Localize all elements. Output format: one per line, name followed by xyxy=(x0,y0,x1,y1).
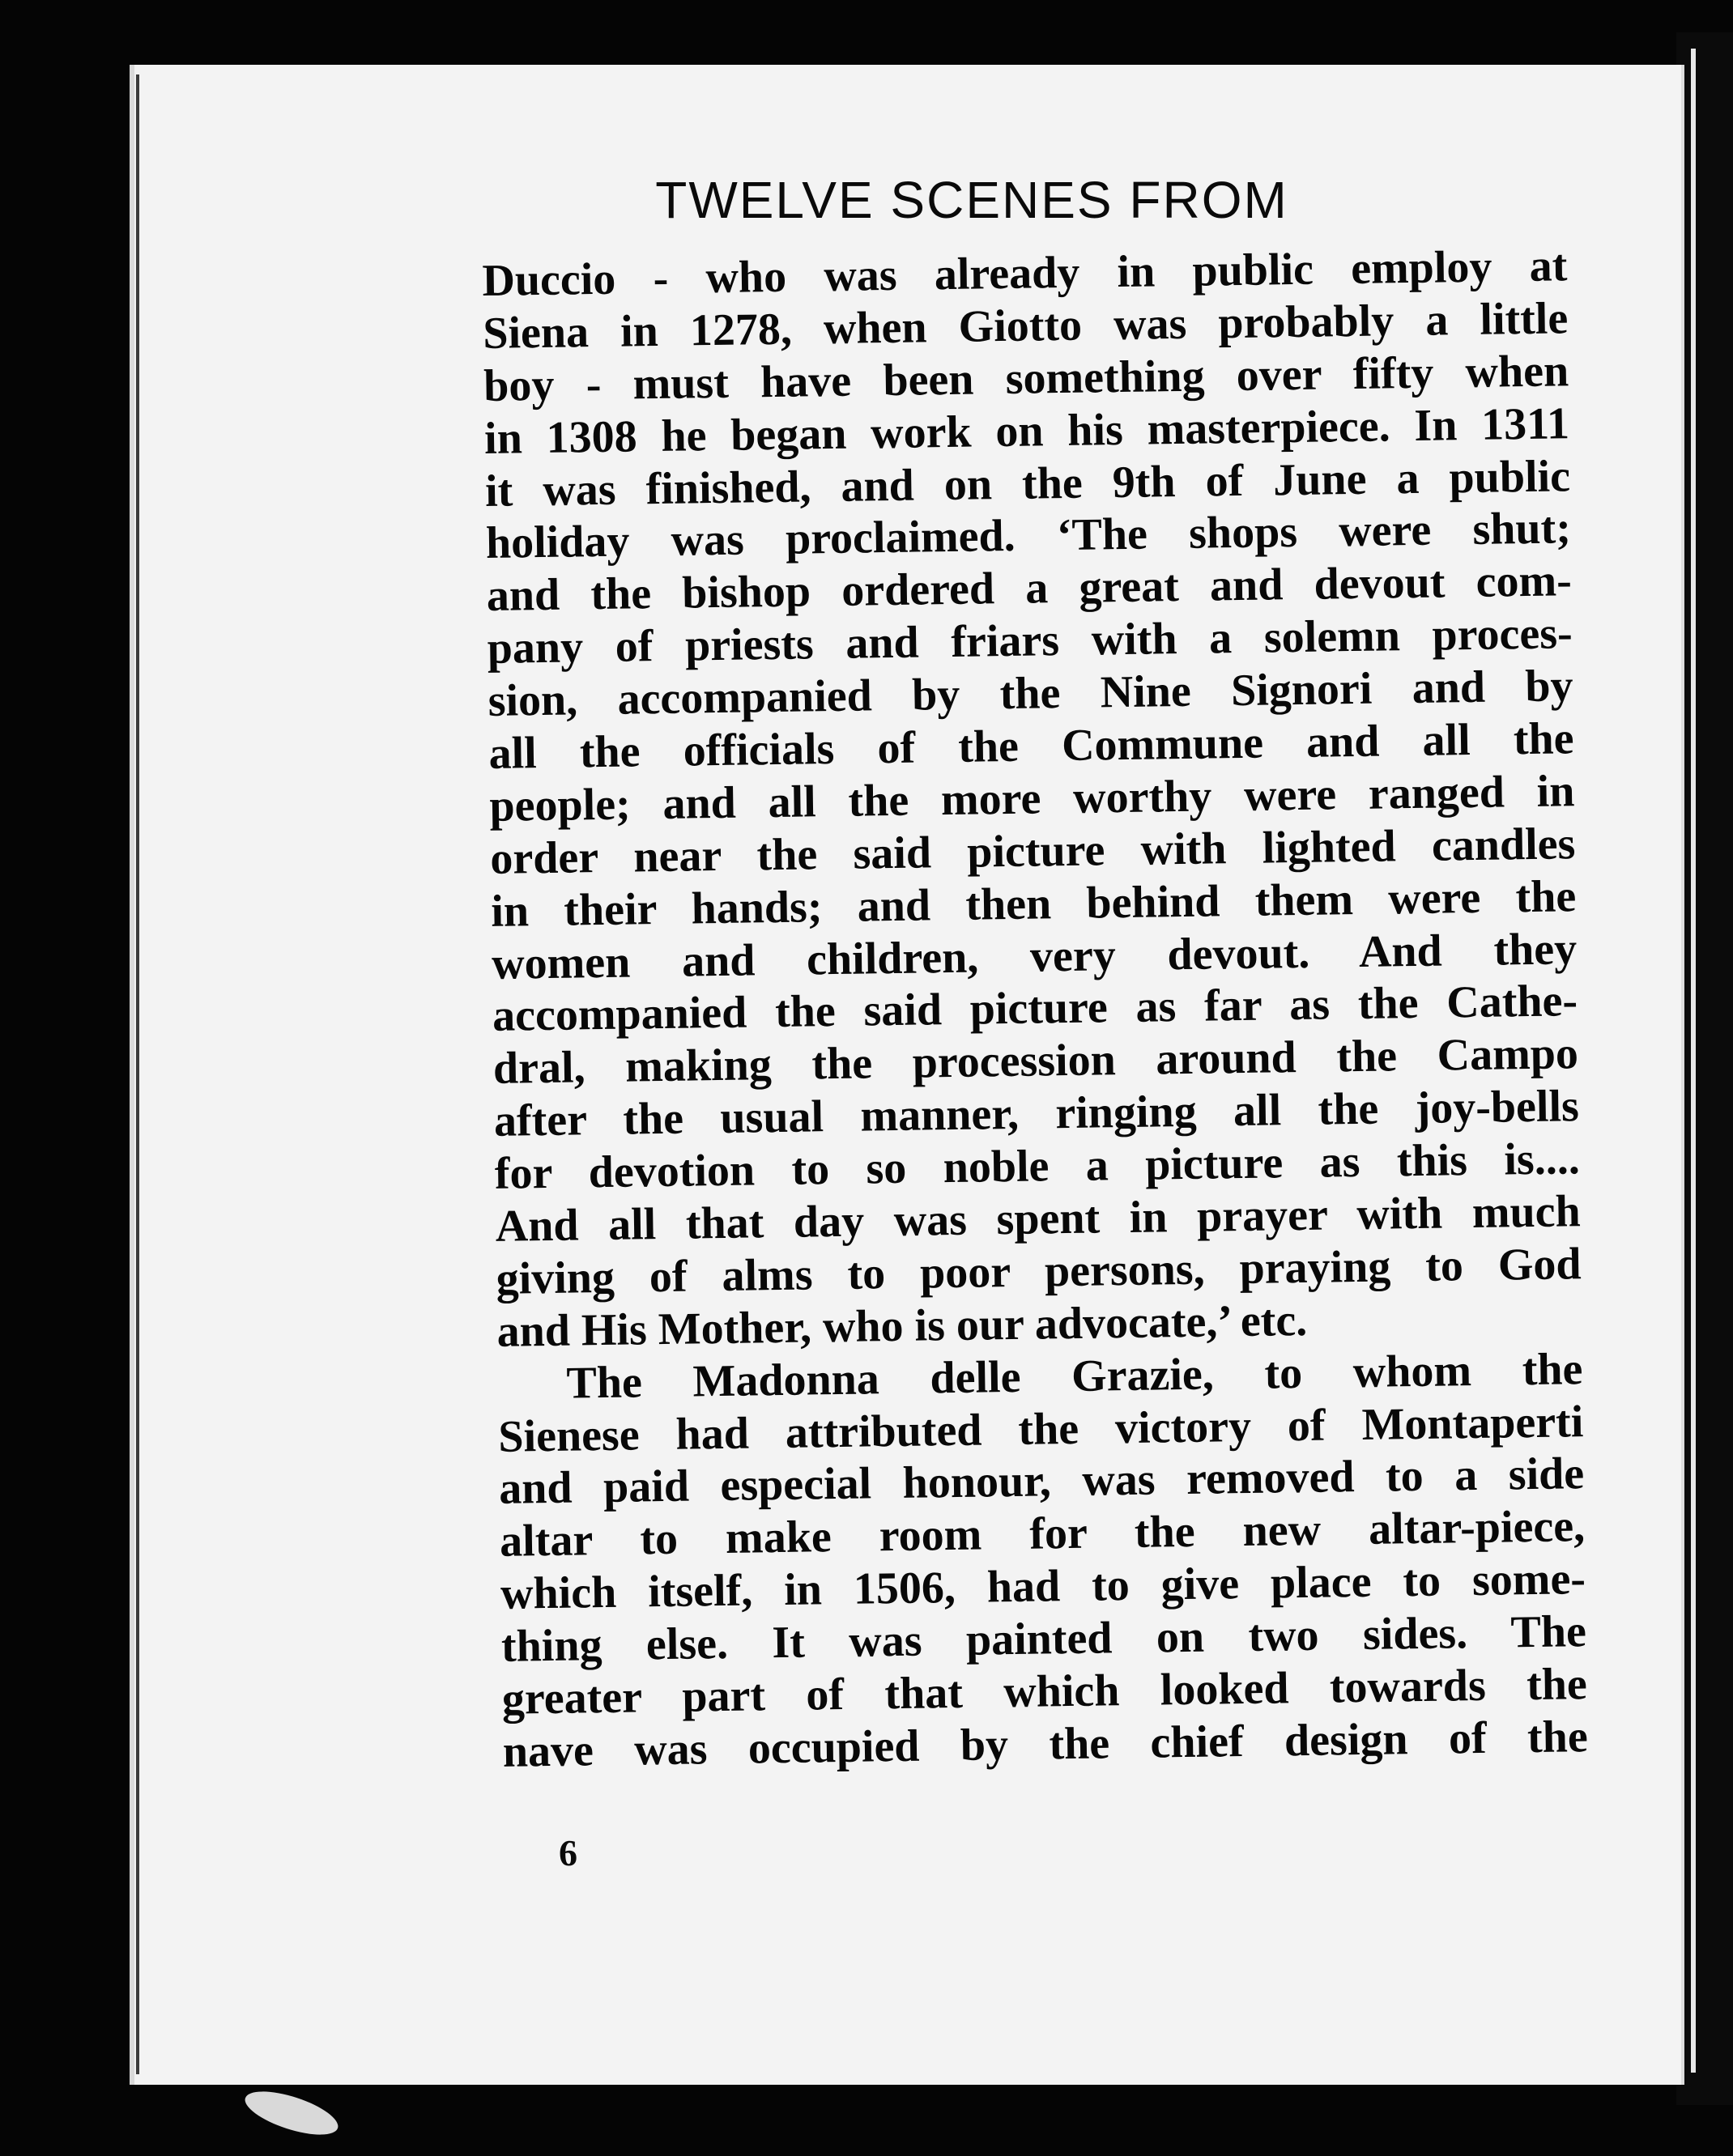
page-number: 6 xyxy=(559,1832,577,1873)
text-line: giving of alms to poor persons, praying to God xyxy=(496,1239,1582,1304)
text-line: all the officials of the Commune and all the xyxy=(488,713,1574,779)
facing-page-highlight xyxy=(1691,49,1696,2073)
text-line: accompanied the said picture as far as the Cathe- xyxy=(492,976,1578,1042)
facing-page-edge xyxy=(1676,32,1733,2105)
text-line: dral, making the procession around the Campo xyxy=(492,1028,1579,1095)
text-line: and paid especial honour, was removed to a side xyxy=(498,1448,1585,1515)
text-line: greater part of that which looked towards the xyxy=(501,1659,1588,1724)
text-line: and His Mother, who is our advocate,’ etc. xyxy=(496,1295,1308,1357)
text-line: in 1308 he began work on his masterpiece. In 1311 xyxy=(483,398,1570,464)
text-line: altar to make room for the new altar-piece, xyxy=(499,1501,1586,1567)
text-line: it was finished, and on the 9th of June a public xyxy=(484,450,1571,517)
text-line: Duccio - who was already in public employ at xyxy=(482,240,1568,306)
text-line: thing else. It was painted on two sides. The xyxy=(500,1606,1587,1672)
text-line: people; and all the more worthy were ranged in xyxy=(489,766,1575,831)
text-line: pany of priests and friars with a solemn proces- xyxy=(487,608,1573,674)
text-line: nave was occupied by the chief design of the xyxy=(502,1712,1589,1777)
body-text xyxy=(482,240,1588,1778)
text-line: women and children, very devout. And they xyxy=(491,923,1578,989)
text-line: boy - must have been something over fifty when xyxy=(483,346,1569,411)
text-line: and the bishop ordered a great and devout com- xyxy=(486,555,1573,622)
text-line: which itself, in 1506, had to give place to some- xyxy=(500,1554,1586,1620)
text-line: sion, accompanied by the Nine Signori and by xyxy=(488,661,1573,727)
text-line: order near the said picture with lighted candles xyxy=(489,819,1576,884)
text-line: after the usual manner, ringing all the joy-bells xyxy=(493,1081,1580,1147)
text-line: for devotion to so noble a picture as this is.... xyxy=(494,1133,1581,1200)
text-line: Sienese had attributed the victory of Montaperti xyxy=(497,1396,1584,1462)
running-head: TWELVE SCENES FROM xyxy=(655,171,1288,229)
text-line: And all that day was spent in prayer with much xyxy=(495,1186,1582,1252)
text-line: Siena in 1278, when Giotto was probably a little xyxy=(482,293,1569,359)
text-line: holiday was proclaimed. ‘The shops were shut; xyxy=(485,503,1572,569)
text-line: in their hands; and then behind them were the xyxy=(490,870,1577,937)
text-line: The Madonna delle Grazie, to whom the xyxy=(566,1343,1583,1409)
page-gutter-edge xyxy=(136,74,139,2074)
